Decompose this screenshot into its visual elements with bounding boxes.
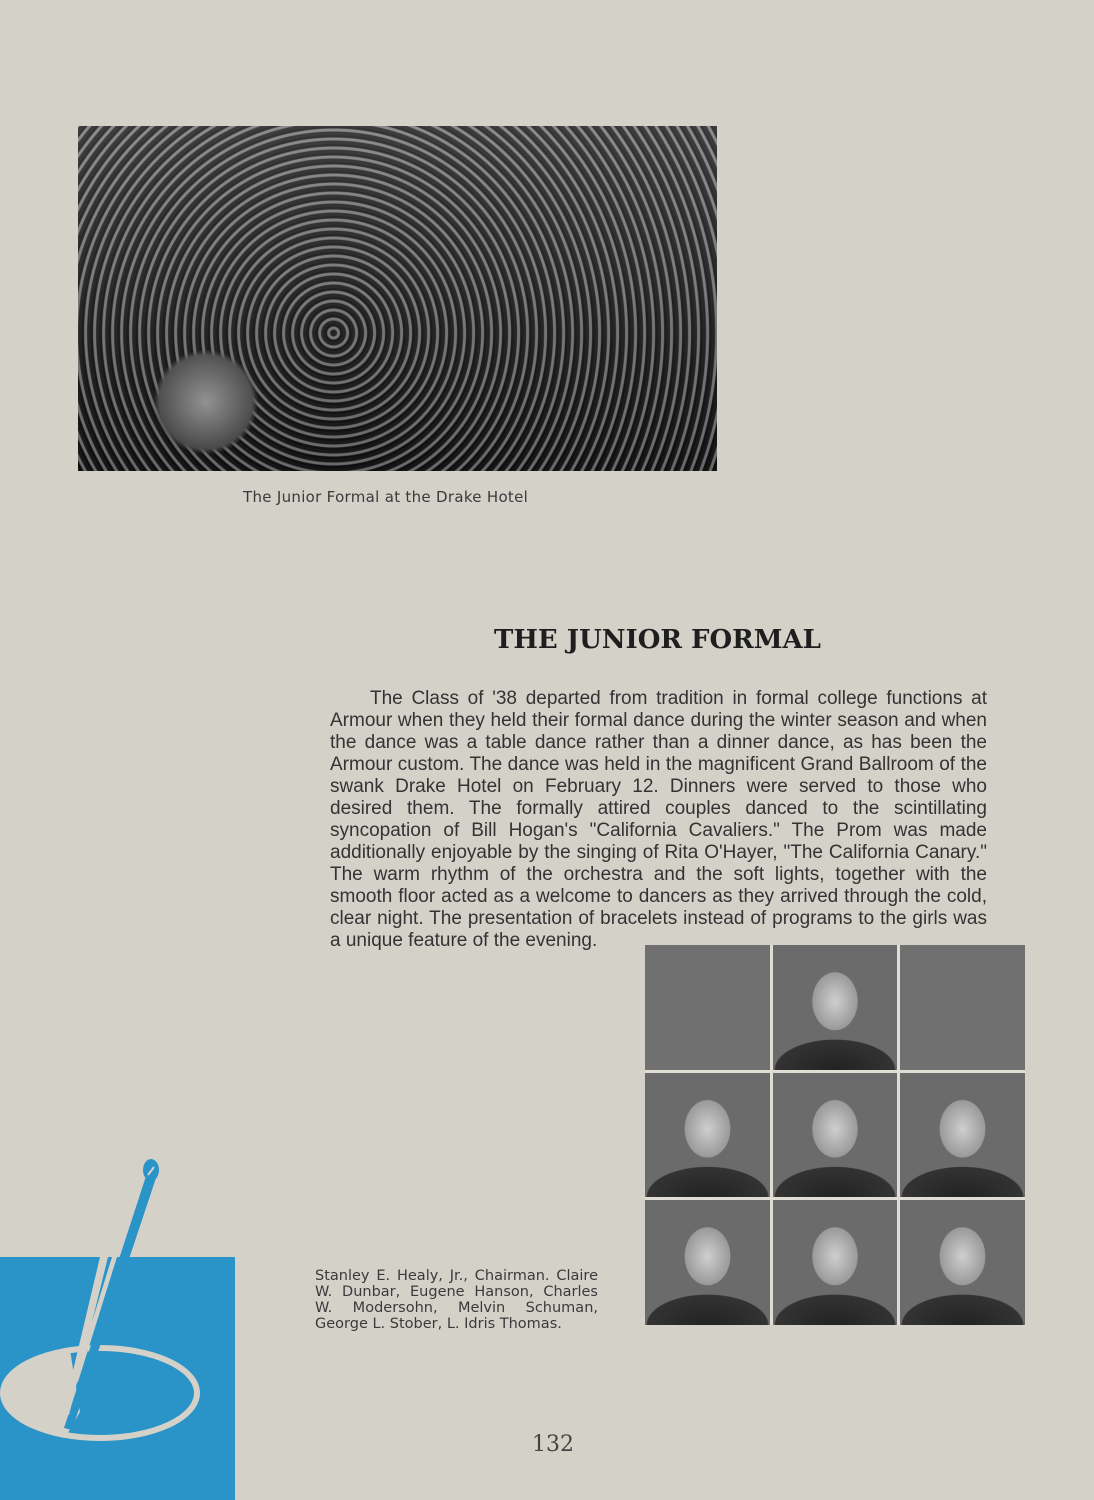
- portrait-blank: [900, 945, 1025, 1070]
- ballroom-group-photo: [78, 126, 717, 471]
- portrait-blank: [645, 945, 770, 1070]
- portrait: [645, 1200, 770, 1325]
- portrait: [773, 1073, 898, 1198]
- portrait: [645, 1073, 770, 1198]
- committee-names: Stanley E. Healy, Jr., Chairman. Claire W. Dunbar, Eugene Hanson, Charles W. Modersohn, Melvin Schuman, George L. Stober, L. Idris Thomas.: [315, 1268, 598, 1332]
- portrait: [900, 1073, 1025, 1198]
- page-number: 132: [532, 1432, 574, 1457]
- portrait: [773, 1200, 898, 1325]
- article-body: The Class of '38 departed from tradition in formal college functions at Armour when they held their formal dance during the winter season and when the dance was a table dance rather than a dinner dance, as has been the Armour custom. The dance was held in the magnificent Grand Ballroom of the swank Drake Hotel on February 12. Dinners were served to those who desired them. The formally attired couples danced to the scintillating syncopation of Bill Hogan's "California Cavaliers." The Prom was made additionally enjoyable by the singing of Rita O'Hayer, "The California Canary." The warm rhythm of the orchestra and the soft lights, together with the smooth floor acted as a welcome to dancers as they arrived through the cold, clear night. The presentation of bracelets instead of programs to the girls was a unique feature of the evening.: [330, 688, 987, 951]
- article-title: THE JUNIOR FORMAL: [494, 625, 821, 655]
- committee-portraits: [645, 945, 1025, 1325]
- pen-and-ellipse-emblem-icon: [0, 1150, 240, 1450]
- photo-caption: The Junior Formal at the Drake Hotel: [243, 488, 529, 506]
- portrait: [900, 1200, 1025, 1325]
- portrait: [773, 945, 898, 1070]
